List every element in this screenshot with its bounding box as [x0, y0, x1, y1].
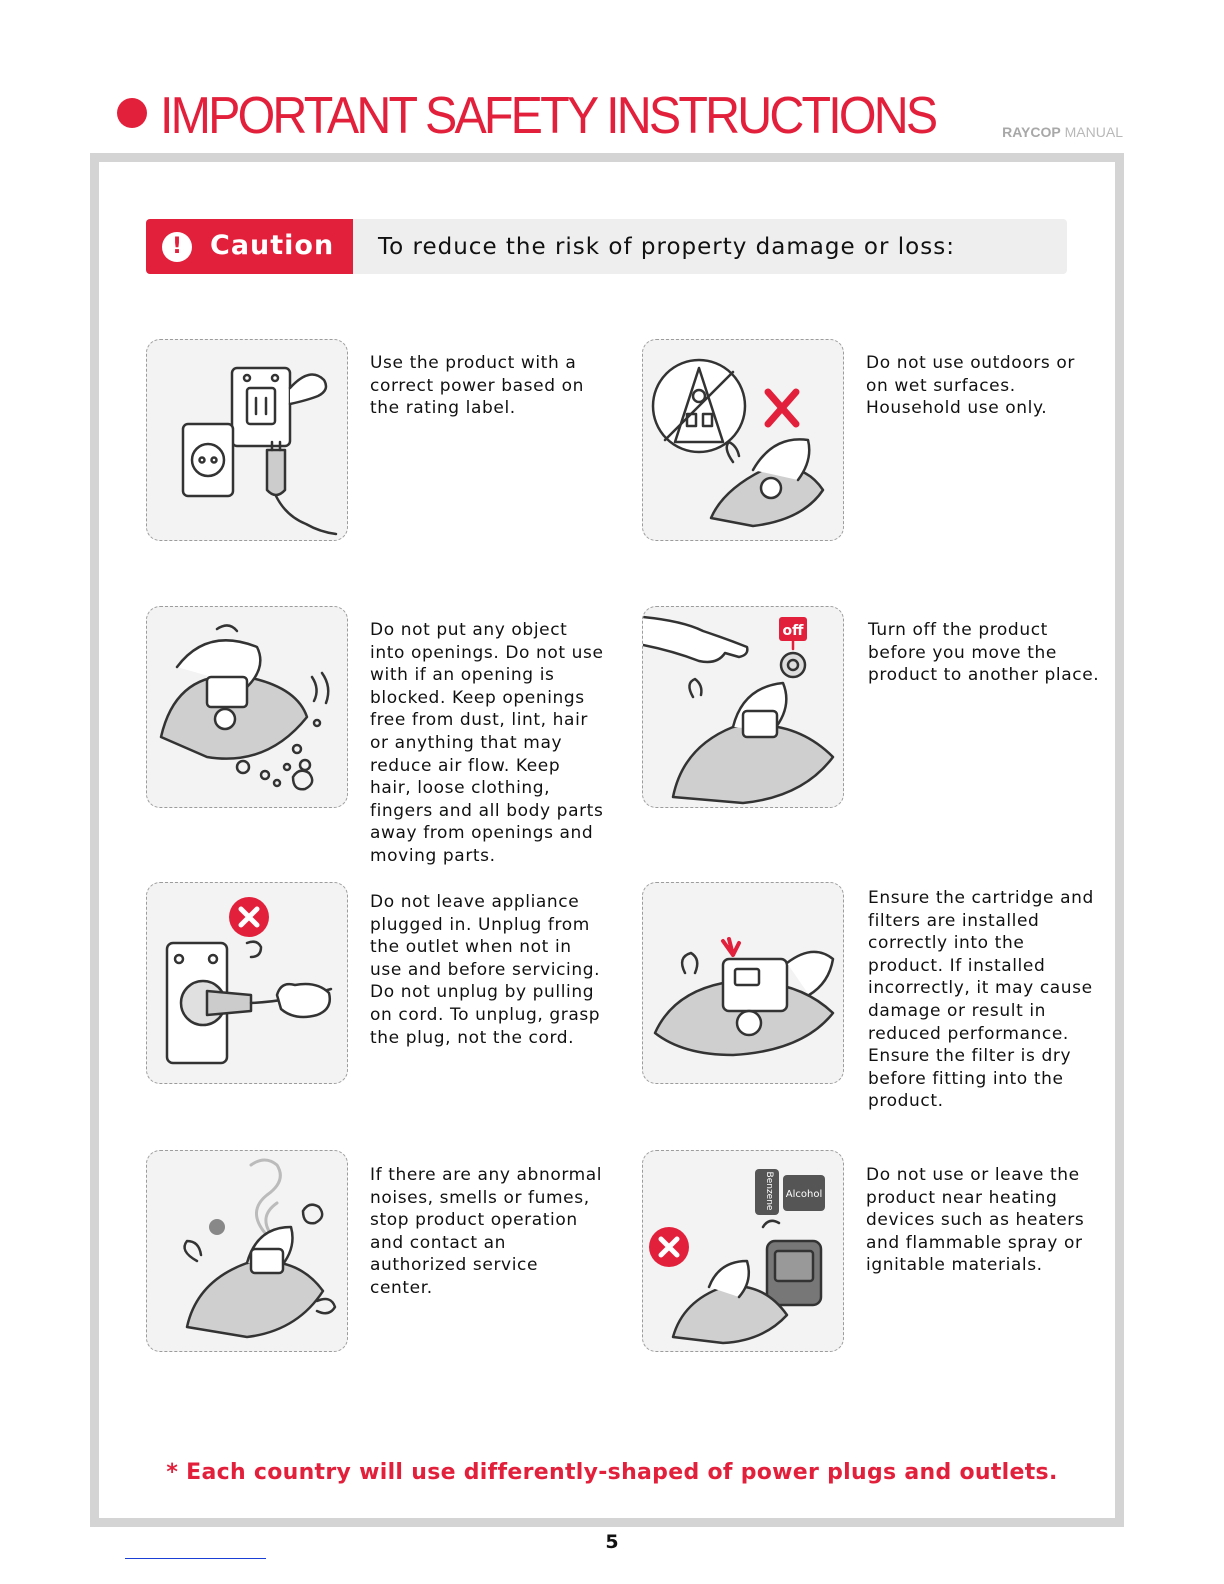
- brand-suffix: MANUAL: [1064, 124, 1123, 140]
- item-text: If there are any abnormal noises, smells or fumes, stop product operation and contact an authorized service center.: [370, 1165, 603, 1298]
- item-text: Use the product with a correct power based on the rating label.: [370, 353, 584, 419]
- footer-link-underline: [125, 1558, 266, 1559]
- page-title: IMPORTANT SAFETY INSTRUCTIONS: [160, 87, 936, 145]
- caution-bar: [146, 219, 1067, 274]
- brand-label: [1002, 124, 1123, 140]
- item-text: Turn off the product before you move the product to another place.: [868, 620, 1100, 686]
- cartridge-filter-illustration: [642, 882, 844, 1084]
- item-text: Do not use or leave the product near heating devices such as heaters and flammable spray or ignitable materials.: [866, 1165, 1085, 1276]
- caution-text: To reduce the risk of property damage or loss:: [378, 234, 955, 260]
- outdoor-prohibited-illustration: [642, 339, 844, 541]
- turn-off-illustration: [642, 606, 844, 808]
- plug-outlet-illustration: [146, 339, 348, 541]
- footnote: * Each country will use differently-shaped of power plugs and outlets.: [166, 1460, 1058, 1485]
- unplug-illustration: [146, 882, 348, 1084]
- caution-label: Caution: [210, 230, 335, 261]
- abnormal-smell-illustration: [146, 1150, 348, 1352]
- item-text: Ensure the cartridge and filters are installed correctly into the product. If installed incorrectly, it may cause damage or result in reduced performance. Ensure the filter is dry before fitting into the product.: [868, 888, 1094, 1112]
- title-bullet-icon: [117, 98, 147, 128]
- item-text: Do not leave appliance plugged in. Unplug from the outlet when not in use and before servicing. Do not unplug by pulling on cord. To unplug, grasp the plug, not the cord.: [370, 892, 601, 1048]
- page-number: 5: [605, 1531, 619, 1553]
- exclamation-icon: !: [162, 232, 192, 262]
- alcohol-label: Alcohol: [785, 1189, 823, 1200]
- item-text: Do not use outdoors or on wet surfaces. Household use only.: [866, 353, 1075, 419]
- brand-name: RAYCOP: [1002, 124, 1061, 140]
- caution-tag: [146, 219, 353, 274]
- item-text: Do not put any object into openings. Do not use with if an opening is blocked. Keep openings free from dust, lint, hair or anything that may reduce air flow. Keep hair, loose clothing, fingers and all body parts away from openings and moving parts.: [370, 620, 604, 866]
- dust-openings-illustration: [146, 606, 348, 808]
- off-badge: off: [782, 623, 804, 639]
- heater-flammable-illustration: [642, 1150, 844, 1352]
- benzene-label: Benzene: [764, 1171, 774, 1211]
